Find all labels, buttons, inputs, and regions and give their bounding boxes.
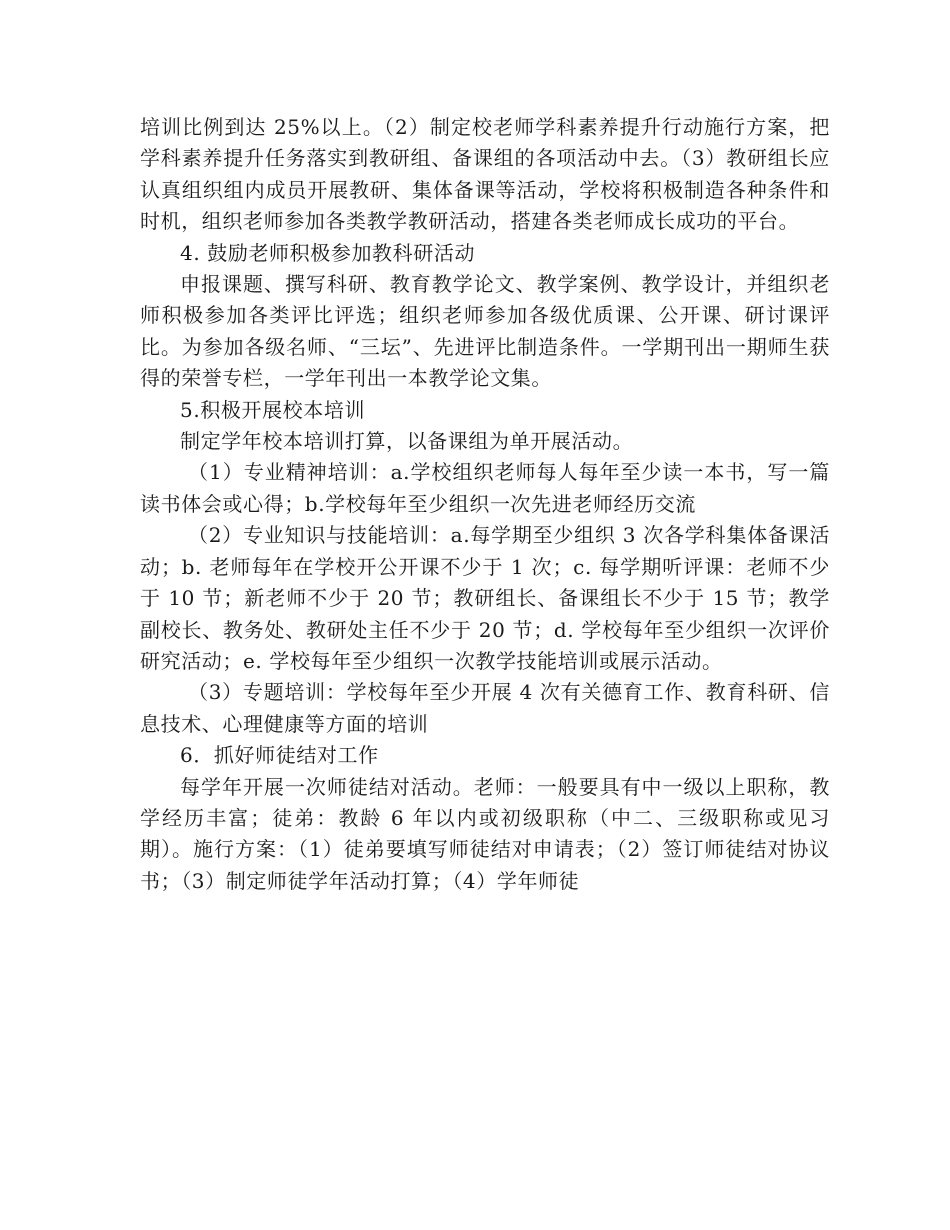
paragraph-research-activities: 申报课题、撰写科研、教育教学论文、教学案例、教学设计，并组织老师积极参加各类评比评选；组织老师参加各级优质课、公开课、研讨课评比。为参加各级名师、“三坛”、先进评比制造条件。一学期刊出一期师生获得的荣誉专栏，一学年刊出一本教学论文集。 bbox=[140, 272, 830, 391]
heading-research-activities: 4. 鼓励老师积极参加教科研活动 bbox=[180, 240, 476, 265]
paragraph-mentorship: 每学年开展一次师徒结对活动。老师：一般要具有中一级以上职称，教学经历丰富；徒弟：教龄 6 年以内或初级职称（中二、三级职称或见习期）。施行方案：（1）徒弟要填写师徒结对申请表；（2）签订师徒结对协议书；（3）制定师徒学年活动打算；（4）学年师徒 bbox=[140, 774, 830, 893]
document-page bbox=[140, 112, 830, 897]
paragraph-special-training: （3）专题培训：学校每年至少开展 4 次有关德育工作、教育科研、信息技术、心理健康等方面的培训 bbox=[140, 680, 830, 736]
paragraph-training-plan: 制定学年校本培训打算，以备课组为单开展活动。 bbox=[180, 429, 634, 454]
heading-mentorship: 6．抓好师徒结对工作 bbox=[180, 743, 379, 768]
heading-school-training: 5.积极开展校本培训 bbox=[180, 397, 366, 422]
paragraph-professional-spirit: （1）专业精神培训：a.学校组织老师每人每年至少读一本书，写一篇读书体会或心得；b.学校每年至少组织一次先进老师经历交流 bbox=[140, 460, 830, 516]
paragraph-training-ratio: 培训比例到达 25%以上。（2）制定校老师学科素养提升行动施行方案，把学科素养提升任务落实到教研组、备课组的各项活动中去。（3）教研组长应认真组织组内成员开展教研、集体备课等活动，学校将积极制造各种条件和时机，组织老师参加各类教学教研活动，搭建各类老师成长成功的平台。 bbox=[140, 115, 830, 234]
paragraph-professional-skills: （2）专业知识与技能培训：a.每学期至少组织 3 次各学科集体备课活动；b. 老师每年在学校开公开课不少于 1 次；c. 每学期听评课：老师不少于 10 节；新老师不少于 20 节；教研组长、备课组长不少于 15 节；教学副校长、教务处、教研处主任不少于 20 节；d. 学校每年至少组织一次评价研究活动；e. 学校每年至少组织一次教学技能培训或展示活动。 bbox=[140, 523, 830, 673]
